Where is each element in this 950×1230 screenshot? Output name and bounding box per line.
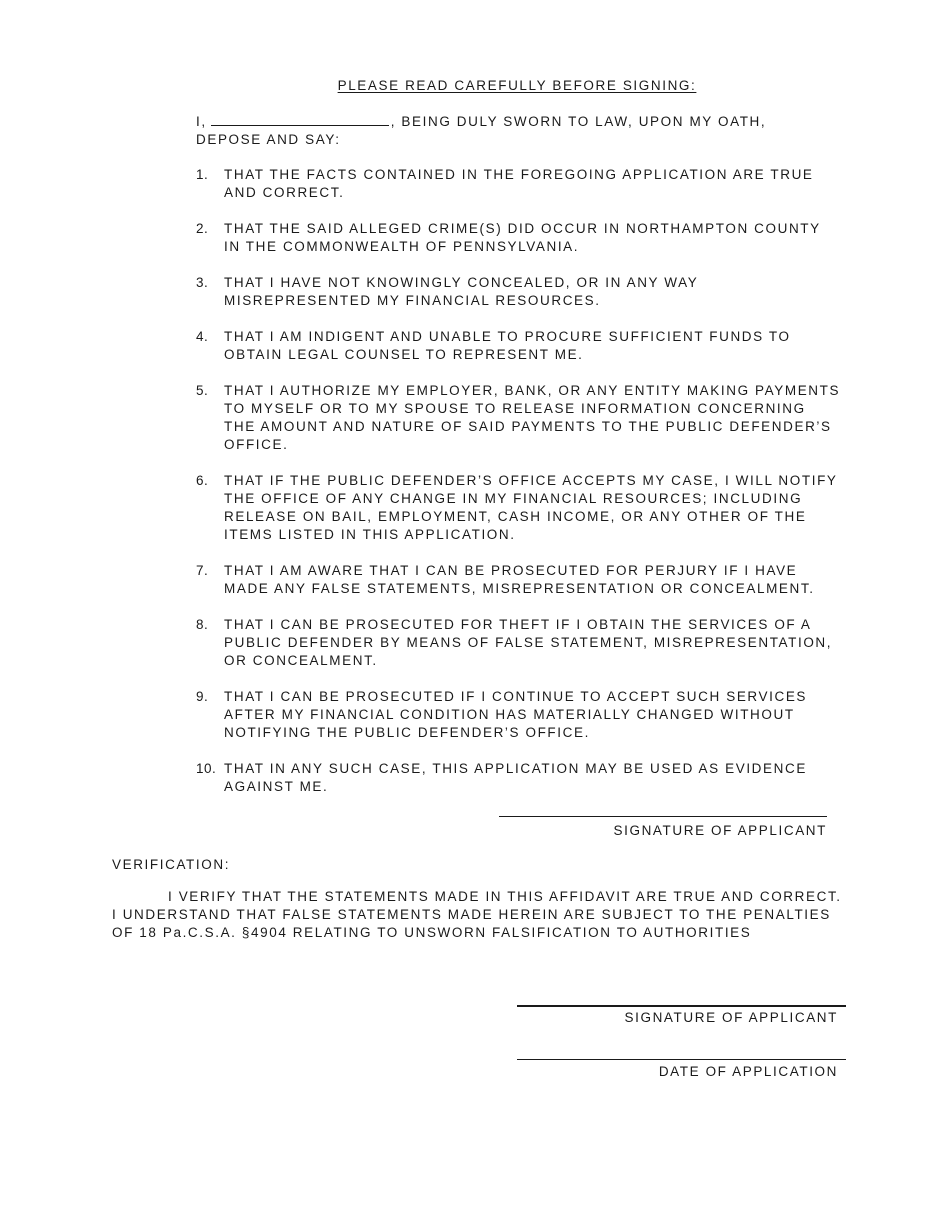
list-item — [196, 220, 841, 256]
page-title: PLEASE READ CAREFULLY BEFORE SIGNING: — [337, 78, 697, 93]
intro-suffix: , BEING DULY SWORN TO LAW, UPON MY OATH, DEPOSE AND SAY: — [196, 114, 767, 147]
affidavit-statements — [196, 166, 841, 814]
applicant-name-blank[interactable] — [211, 112, 389, 126]
item-number: 5. — [196, 383, 209, 398]
item-text: THAT I AUTHORIZE MY EMPLOYER, BANK, OR ANY ENTITY MAKING PAYMENTS TO MYSELF OR TO MY SPOUSE TO RELEASE INFORMATION CONCERNING THE AMOUNT AND NATURE OF SAID PAYMENTS TO THE PUBLIC DEFENDER’S OFFICE. — [224, 383, 841, 452]
signature-line-2[interactable] — [517, 1005, 846, 1007]
list-item — [196, 166, 841, 202]
item-number: 8. — [196, 617, 209, 632]
list-item — [196, 274, 841, 310]
intro-prefix: I, — [196, 114, 207, 129]
item-text: THAT IF THE PUBLIC DEFENDER’S OFFICE ACCEPTS MY CASE, I WILL NOTIFY THE OFFICE OF ANY CHANGE IN MY FINANCIAL RESOURCES; INCLUDING RELEASE ON BAIL, EMPLOYMENT, CASH INCOME, OR ANY OTHER OF THE ITEMS LISTED IN THIS APPLICATION. — [224, 473, 838, 542]
item-number: 3. — [196, 275, 209, 290]
oath-intro — [196, 112, 836, 149]
item-text: THAT I HAVE NOT KNOWINGLY CONCEALED, OR IN ANY WAY MISREPRESENTED MY FINANCIAL RESOURCES. — [224, 275, 699, 308]
list-item — [196, 688, 841, 742]
verification-statement: I VERIFY THAT THE STATEMENTS MADE IN THIS AFFIDAVIT ARE TRUE AND CORRECT. I UNDERSTAND THAT FALSE STATEMENTS MADE HEREIN ARE SUBJECT TO THE PENALTIES OF 18 Pa.C.S.A. §4904 RELATING TO UNSWORN FALSIFICATION TO AUTHORITIES — [112, 889, 842, 940]
item-number: 7. — [196, 563, 209, 578]
list-item — [196, 616, 841, 670]
date-label: DATE OF APPLICATION — [658, 1064, 838, 1079]
list-item — [196, 760, 841, 796]
item-number: 1. — [196, 167, 209, 182]
item-text: THAT THE SAID ALLEGED CRIME(S) DID OCCUR IN NORTHAMPTON COUNTY IN THE COMMONWEALTH OF PENNSYLVANIA. — [224, 221, 821, 254]
item-text: THAT I CAN BE PROSECUTED FOR THEFT IF I OBTAIN THE SERVICES OF A PUBLIC DEFENDER BY MEANS OF FALSE STATEMENT, MISREPRESENTATION, OR CONCEALMENT. — [224, 617, 833, 668]
item-number: 10. — [196, 761, 217, 776]
list-item — [196, 472, 841, 544]
item-text: THAT THE FACTS CONTAINED IN THE FOREGOING APPLICATION ARE TRUE AND CORRECT. — [224, 167, 814, 200]
item-number: 6. — [196, 473, 209, 488]
item-text: THAT I CAN BE PROSECUTED IF I CONTINUE TO ACCEPT SUCH SERVICES AFTER MY FINANCIAL CONDITION HAS MATERIALLY CHANGED WITHOUT NOTIFYING THE PUBLIC DEFENDER’S OFFICE. — [224, 689, 808, 740]
item-number: 9. — [196, 689, 209, 704]
signature-line-1[interactable] — [499, 816, 827, 817]
item-text: THAT I AM AWARE THAT I CAN BE PROSECUTED FOR PERJURY IF I HAVE MADE ANY FALSE STATEMENTS, MISREPRESENTATION OR CONCEALMENT. — [224, 563, 815, 596]
signature-label-1: SIGNATURE OF APPLICANT — [613, 823, 827, 838]
item-number: 2. — [196, 221, 209, 236]
signature-label-2: SIGNATURE OF APPLICANT — [624, 1010, 838, 1025]
item-text: THAT I AM INDIGENT AND UNABLE TO PROCURE SUFFICIENT FUNDS TO OBTAIN LEGAL COUNSEL TO REPRESENT ME. — [224, 329, 791, 362]
date-line[interactable] — [517, 1059, 846, 1060]
item-number: 4. — [196, 329, 209, 344]
list-item — [196, 328, 841, 364]
verification-heading: VERIFICATION: — [112, 857, 231, 872]
list-item — [196, 382, 841, 454]
item-text: THAT IN ANY SUCH CASE, THIS APPLICATION MAY BE USED AS EVIDENCE AGAINST ME. — [224, 761, 807, 794]
list-item — [196, 562, 841, 598]
